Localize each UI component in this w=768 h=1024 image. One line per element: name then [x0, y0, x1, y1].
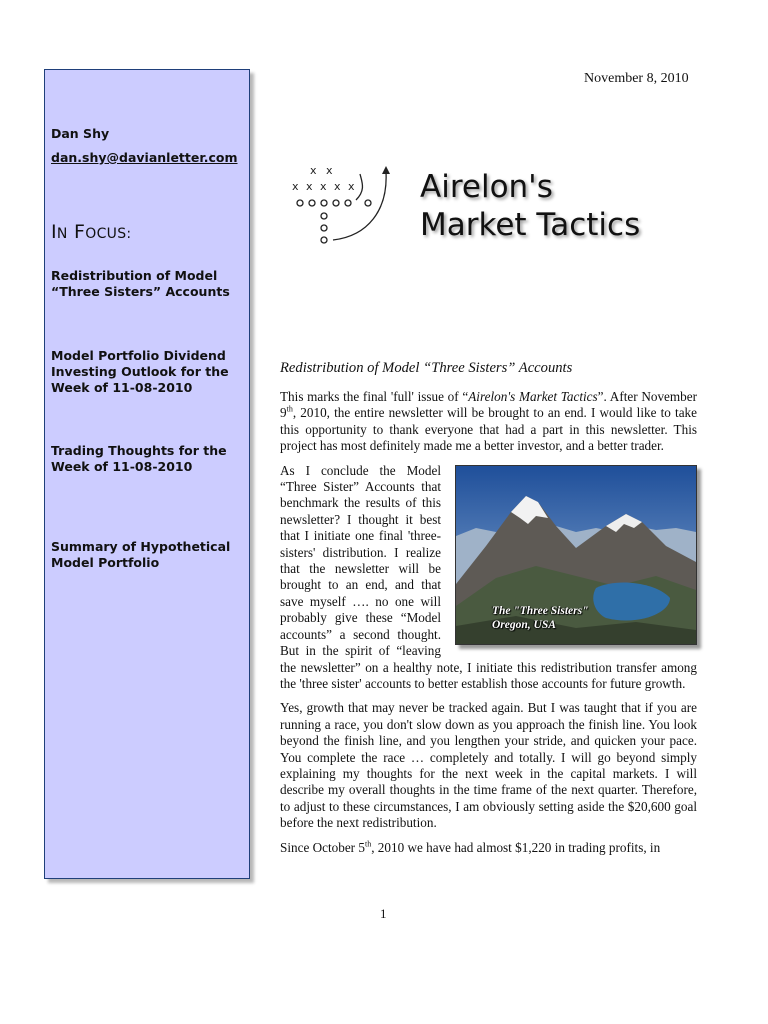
svg-text:x: x — [310, 164, 317, 177]
author-name: Dan Shy — [51, 126, 110, 141]
focus-item-redistribution[interactable]: Redistribution of Model “Three Sisters” Accounts — [51, 268, 230, 299]
focus-item-model-portfolio-summary[interactable]: Summary of Hypothetical Model Portfolio — [51, 539, 231, 570]
svg-text:x: x — [306, 180, 313, 193]
article-paragraph-4: Since October 5th, 2010 we have had almost $1,220 in trading profits, in — [280, 839, 661, 855]
sidebar-panel — [44, 69, 250, 879]
in-focus-letter-i: I — [51, 221, 57, 243]
svg-text:x: x — [348, 180, 355, 193]
article-paragraph-3: Yes, growth that may never be tracked again. But I was taught that if you are running a race, you don't slow down as you approach the finish line. You look beyond the finish line, and you lengthen your stride, and quicken your pace. You complete the race … completely and totally. I will go beyond simply explaining my thoughts for the next week in the capital markets. I will describe my overall thoughts in the time frame of the next quarter. Therefore, to adjust to these circumstances, I am obviously setting aside the $20,600 goal before the next redistribution. — [280, 700, 697, 831]
logo-line-1: Airelon's — [420, 169, 553, 205]
svg-text:x: x — [334, 180, 341, 193]
logo-line-2: Market Tactics — [420, 207, 641, 243]
article-paragraph-1: This marks the final 'full' issue of “Airelon's Market Tactics”. After November 9th, 2010, the entire newsletter will be brought to an end. I would like to take this opportunity to thank everyone that had a part in this newsletter. This project has most definitely made me a better investor, and a better trader. — [280, 389, 698, 454]
photo-caption: The "Three Sisters" Oregon, USA — [492, 604, 589, 631]
svg-text:x: x — [320, 180, 327, 193]
newsletter-name-italic: Airelon's Market Tactics — [468, 389, 598, 404]
page-number: 1 — [380, 906, 387, 921]
newsletter-logo-title — [420, 168, 640, 244]
focus-item-dividend-outlook[interactable]: Model Portfolio Dividend Investing Outlook for the Week of 11-08-2010 — [51, 348, 229, 395]
author-email-link[interactable]: dan.shy@davianletter.com — [51, 150, 238, 165]
svg-text:x: x — [326, 164, 333, 177]
issue-date: November 8, 2010 — [584, 71, 689, 86]
svg-text:x: x — [292, 180, 299, 193]
three-sisters-photo — [455, 465, 697, 645]
article-headline: Redistribution of Model “Three Sisters” Accounts — [280, 360, 573, 376]
in-focus-rest-2: OCUS: — [85, 226, 132, 242]
football-play-diagram-icon — [288, 160, 408, 250]
focus-item-trading-thoughts[interactable]: Trading Thoughts for the Week of 11-08-2010 — [51, 443, 227, 474]
in-focus-rest-1: N — [56, 226, 68, 242]
main-article — [280, 360, 697, 864]
article-paragraph-2: The "Three Sisters" Oregon, USA As I conclude the Model “Three Sister” Accounts that benchmark the results of this newsletter? I thought it best that I initiate one final 'three-sisters' distribution. I realize that the newsletter will be brought to an end, and that save myself …. no one will probably give these “Model accounts” a second thought. But in the spirit of “leaving the newsletter” on a healthy note, I initiate this redistribution transfer among the 'three sister' accounts to better establish those accounts for future growth. — [280, 462, 697, 691]
in-focus-letter-f: F — [74, 221, 86, 243]
in-focus-heading — [51, 221, 241, 243]
